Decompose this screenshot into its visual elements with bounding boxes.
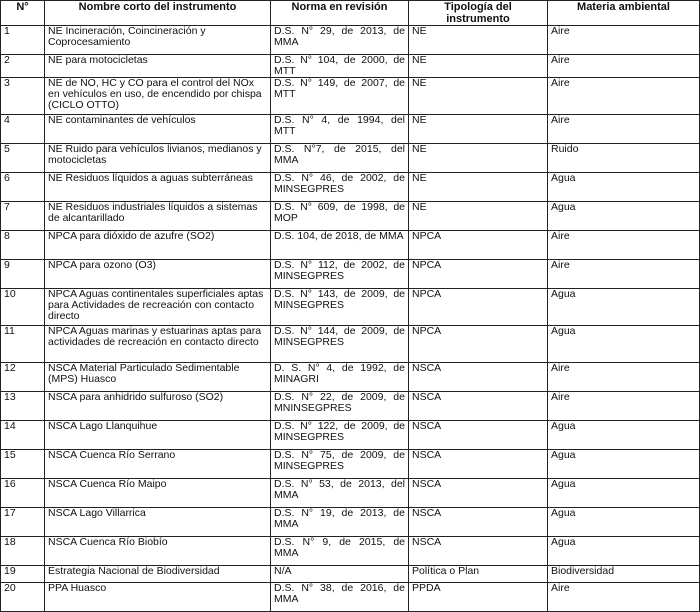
cell-num: 3 [1,78,45,115]
cell-type: NPCA [409,231,548,260]
cell-name: PPA Huasco [45,583,271,612]
cell-norm: D.S. N° 144, de 2009, de MINSEGPRES [271,326,409,363]
cell-norm: D.S. N° 75, de 2009, de MINSEGPRES [271,450,409,479]
cell-norm: D.S. N°7, de 2015, del MMA [271,144,409,173]
cell-num: 2 [1,55,45,78]
cell-name: NE Residuos industriales líquidos a sistemas de alcantarillado [45,202,271,231]
cell-num: 20 [1,583,45,612]
cell-matter: Agua [548,450,700,479]
cell-type: NE [409,173,548,202]
header-type: Tipología del instrumento [409,1,548,26]
cell-type: NPCA [409,260,548,289]
cell-name: NPCA Aguas continentales superficiales aptas para Actividades de recreación con contacto directo [45,289,271,326]
cell-matter: Aire [548,363,700,392]
header-norm: Norma en revisión [271,1,409,26]
cell-norm: D.S. N° 53, de 2013, del MMA [271,479,409,508]
cell-norm: N/A [271,566,409,583]
cell-num: 17 [1,508,45,537]
cell-type: PPDA [409,583,548,612]
cell-matter: Ruido [548,144,700,173]
cell-type: NE [409,55,548,78]
cell-num: 14 [1,421,45,450]
cell-name: NE Incineración, Coincineración y Coprocesamiento [45,26,271,55]
table-row [1,26,700,55]
cell-num: 16 [1,479,45,508]
header-name: Nombre corto del instrumento [45,1,271,26]
cell-type: NE [409,202,548,231]
cell-norm: D.S. N° 38, de 2016, de MMA [271,583,409,612]
table-row [1,450,700,479]
cell-type: NSCA [409,479,548,508]
cell-matter: Aire [548,26,700,55]
cell-matter: Aire [548,115,700,144]
cell-norm: D.S. N° 112, de 2002, de MINSEGPRES [271,260,409,289]
table-row [1,566,700,583]
cell-type: Política o Plan [409,566,548,583]
cell-norm: D.S. N° 22, de 2009, de MNINSEGPRES [271,392,409,421]
cell-type: NSCA [409,537,548,566]
cell-matter: Agua [548,202,700,231]
cell-matter: Aire [548,260,700,289]
cell-num: 18 [1,537,45,566]
cell-matter: Aire [548,55,700,78]
cell-norm: D. S. N° 4, de 1992, de MINAGRI [271,363,409,392]
cell-num: 1 [1,26,45,55]
cell-name: NE contaminantes de vehículos [45,115,271,144]
cell-num: 7 [1,202,45,231]
table-row [1,78,700,115]
table-row [1,479,700,508]
table-row [1,583,700,612]
cell-num: 19 [1,566,45,583]
cell-name: NPCA Aguas marinas y estuarinas aptas para actividades de recreación en contacto directo [45,326,271,363]
header-num: N° [1,1,45,26]
cell-matter: Aire [548,583,700,612]
cell-num: 13 [1,392,45,421]
table-row [1,231,700,260]
cell-num: 8 [1,231,45,260]
table-header-row [1,1,700,26]
cell-matter: Agua [548,173,700,202]
cell-name: NE Ruido para vehículos livianos, medianos y motocicletas [45,144,271,173]
cell-type: NE [409,26,548,55]
table-row [1,202,700,231]
cell-num: 11 [1,326,45,363]
cell-matter: Aire [548,78,700,115]
cell-norm: D.S. N° 19, de 2013, de MMA [271,508,409,537]
table-row [1,421,700,450]
cell-type: NE [409,78,548,115]
table-row [1,289,700,326]
cell-type: NSCA [409,508,548,537]
cell-norm: D.S. N° 29, de 2013, de MMA [271,26,409,55]
cell-name: NSCA Material Particulado Sedimentable (MPS) Huasco [45,363,271,392]
cell-name: NSCA Cuenca Río Biobío [45,537,271,566]
cell-matter: Agua [548,537,700,566]
cell-num: 4 [1,115,45,144]
cell-norm: D.S. N° 4, de 1994, del MTT [271,115,409,144]
table-row [1,260,700,289]
cell-name: NE para motocicletas [45,55,271,78]
cell-name: NSCA Lago Llanquihue [45,421,271,450]
cell-type: NPCA [409,326,548,363]
cell-name: NPCA para dióxido de azufre (SO2) [45,231,271,260]
table-row [1,537,700,566]
cell-name: NPCA para ozono (O3) [45,260,271,289]
cell-matter: Agua [548,421,700,450]
cell-matter: Aire [548,231,700,260]
cell-type: NSCA [409,363,548,392]
cell-type: NSCA [409,421,548,450]
cell-norm: D.S. N° 46, de 2002, de MINSEGPRES [271,173,409,202]
cell-type: NE [409,144,548,173]
cell-matter: Agua [548,479,700,508]
cell-norm: D.S. 104, de 2018, de MMA [271,231,409,260]
cell-matter: Agua [548,326,700,363]
cell-name: NE Residuos líquidos a aguas subterráneas [45,173,271,202]
cell-name: NSCA para anhidrido sulfuroso (SO2) [45,392,271,421]
cell-type: NSCA [409,392,548,421]
table-row [1,55,700,78]
cell-num: 12 [1,363,45,392]
cell-name: NSCA Cuenca Río Maipo [45,479,271,508]
cell-name: NSCA Lago Villarrica [45,508,271,537]
table-row [1,173,700,202]
cell-norm: D.S. N° 143, de 2009, de MINSEGPRES [271,289,409,326]
cell-num: 10 [1,289,45,326]
cell-norm: D.S. N° 149, de 2007, de MTT [271,78,409,115]
cell-num: 5 [1,144,45,173]
table-row [1,115,700,144]
cell-matter: Aire [548,392,700,421]
cell-num: 15 [1,450,45,479]
table-row [1,363,700,392]
cell-matter: Agua [548,289,700,326]
cell-matter: Biodiversidad [548,566,700,583]
cell-name: Estrategia Nacional de Biodiversidad [45,566,271,583]
cell-name: NE de NO, HC y CO para el control del NOx en vehículos en uso, de encendido por chispa (CICLO OTTO) [45,78,271,115]
table-row [1,144,700,173]
cell-type: NE [409,115,548,144]
cell-type: NSCA [409,450,548,479]
cell-norm: D.S. N° 104, de 2000, de MTT [271,55,409,78]
cell-norm: D.S. N° 122, de 2009, de MINSEGPRES [271,421,409,450]
cell-norm: D.S. N° 609, de 1998, de MOP [271,202,409,231]
cell-norm: D.S. N° 9, de 2015, de MMA [271,537,409,566]
cell-matter: Agua [548,508,700,537]
table-row [1,392,700,421]
header-matter: Materia ambiental [548,1,700,26]
table-row [1,326,700,363]
table-row [1,508,700,537]
cell-num: 6 [1,173,45,202]
cell-num: 9 [1,260,45,289]
cell-name: NSCA Cuenca Río Serrano [45,450,271,479]
cell-type: NPCA [409,289,548,326]
